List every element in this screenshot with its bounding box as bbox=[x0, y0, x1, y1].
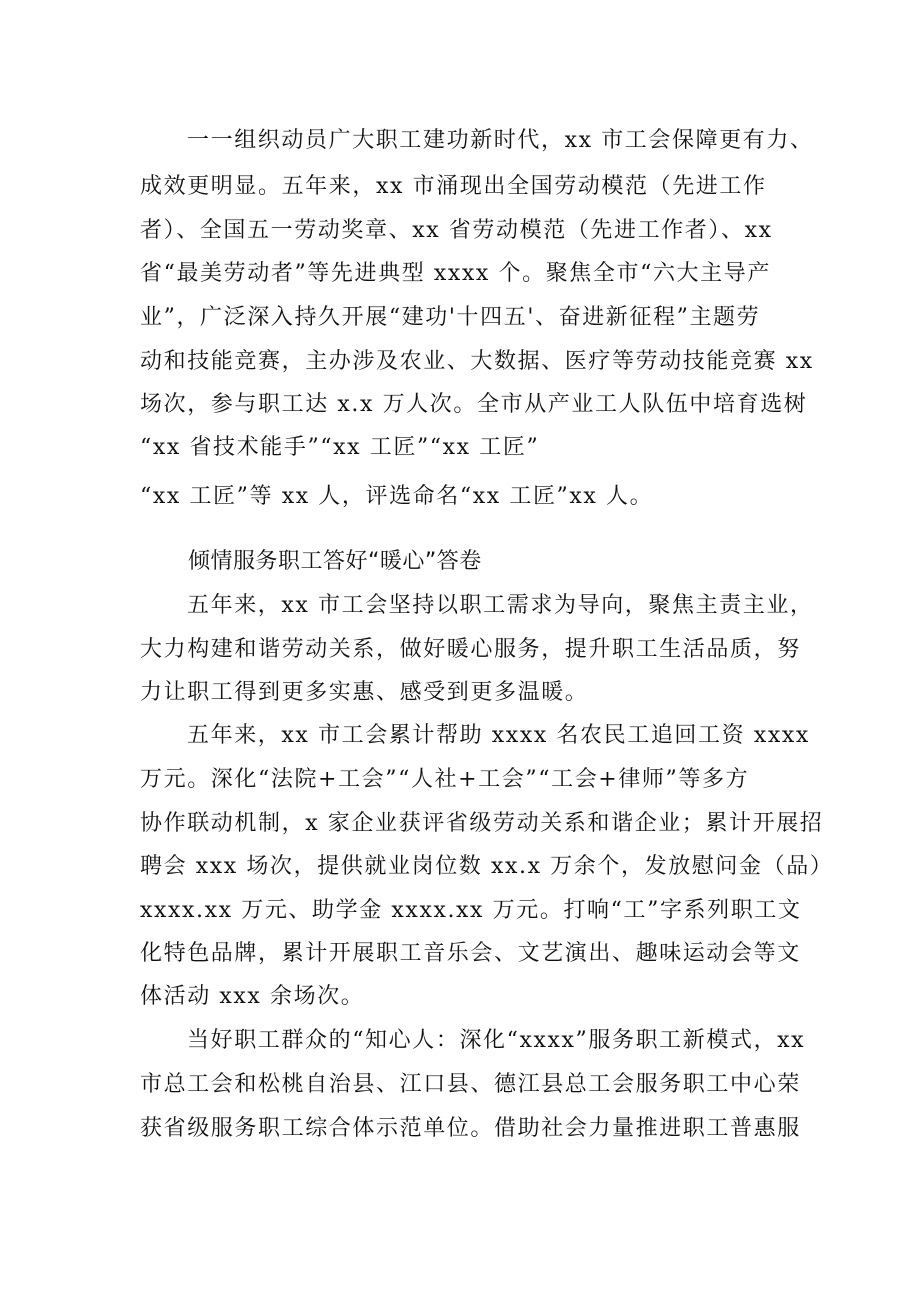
paragraph-4-line-3: 获省级服务职工综合体示范单位。借助社会力量推进职工普惠服 bbox=[140, 1116, 801, 1141]
paragraph-1-line-6: 动和技能竞赛，主办涉及农业、大数据、医疗等劳动技能竞赛 xx bbox=[140, 349, 814, 374]
paragraph-3-line-7: 体活动 xxx 余场次。 bbox=[140, 984, 365, 1009]
paragraph-1-line-9: “xx 工匠”等 xx 人，评选命名“xx 工匠”xx 人。 bbox=[140, 484, 654, 509]
paragraph-1-line-2: 成效更明显。五年来，xx 市涌现出全国劳动模范（先进工作 bbox=[140, 174, 767, 199]
paragraph-3-line-5: xxxx.xx 万元、助学金 xxxx.xx 万元。打响“工”字系列职工文 bbox=[140, 898, 802, 923]
paragraph-1-line-4: 省“最美劳动者”等先进典型 xxxx 个。聚焦全市“六大主导产 bbox=[140, 261, 771, 286]
paragraph-1-line-8: “xx 省技术能手”“xx 工匠”“xx 工匠” bbox=[140, 435, 540, 460]
paragraph-3-line-3: 协作联动机制，x 家企业获评省级劳动关系和谐企业；累计开展招 bbox=[140, 811, 824, 836]
paragraph-2-line-2: 大力构建和谐劳动关系，做好暖心服务，提升职工生活品质，努 bbox=[140, 637, 801, 662]
paragraph-1-line-5: 业”，广泛深入持久开展“建功'十四五'、奋进新征程”主题劳 bbox=[140, 305, 761, 330]
paragraph-4-line-1: 当好职工群众的“知心人：深化“xxxx”服务职工新模式，xx bbox=[187, 1028, 806, 1053]
paragraph-2-line-3: 力让职工得到更多实惠、感受到更多温暖。 bbox=[140, 680, 589, 705]
paragraph-2-line-1: 五年来，xx 市工会坚持以职工需求为导向，聚焦主责主业， bbox=[187, 593, 814, 618]
paragraph-3-line-1: 五年来，xx 市工会累计帮助 xxxx 名农民工追回工资 xxxx bbox=[187, 723, 810, 748]
paragraph-1-line-3: 者）、全国五一劳动奖章、xx 省劳动模范（先进工作者）、xx bbox=[140, 218, 773, 243]
paragraph-3-line-6: 化特色品牌，累计开展职工音乐会、文艺演出、趣味运动会等文 bbox=[140, 941, 801, 966]
paragraph-1-line-7: 场次，参与职工达 x.x 万人次。全市从产业工人队伍中培育选树 bbox=[140, 392, 808, 417]
section-heading: 倾情服务职工答好“暖心”答卷 bbox=[188, 549, 482, 574]
paragraph-4-line-2: 市总工会和松桃自治县、江口县、德江县总工会服务职工中心荣 bbox=[140, 1072, 801, 1097]
paragraph-3-line-2: 万元。深化“法院+工会”“人社+工会”“工会+律师”等多方 bbox=[140, 767, 750, 792]
paragraph-3-line-4: 聘会 xxx 场次，提供就业岗位数 xx.x 万余个，发放慰问金（品） bbox=[140, 854, 834, 879]
paragraph-1-line-1: 一一组织动员广大职工建功新时代，xx 市工会保障更有力、 bbox=[187, 128, 814, 153]
